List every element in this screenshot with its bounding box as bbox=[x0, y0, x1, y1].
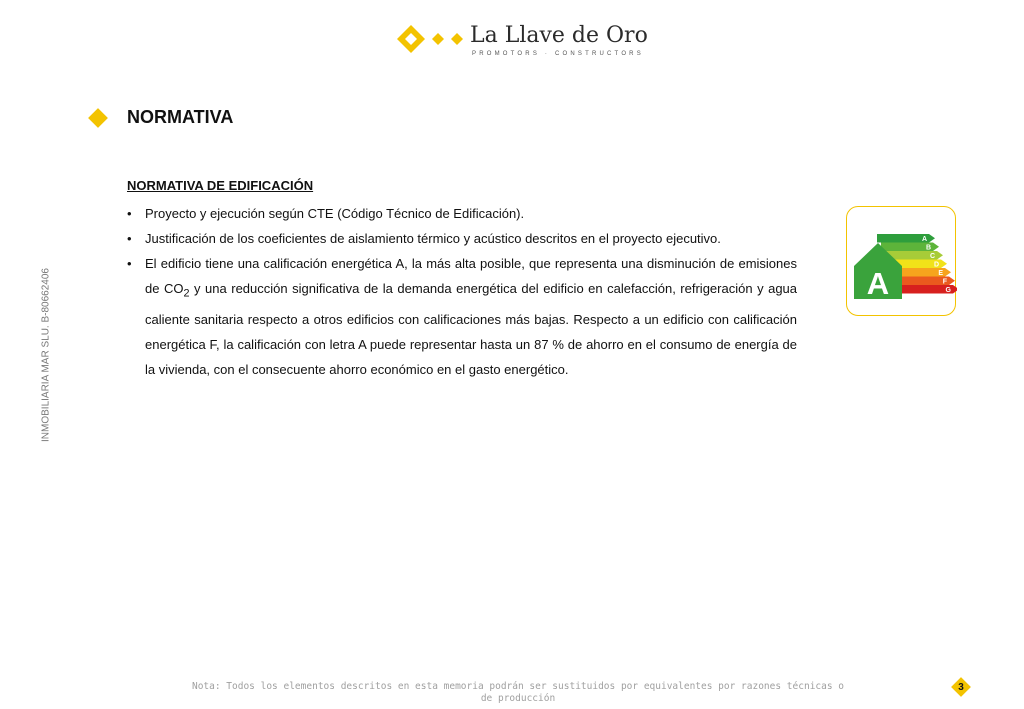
energy-bar-label: G bbox=[945, 287, 951, 294]
energy-bar-label: F bbox=[942, 278, 947, 286]
co2-subscript: 2 bbox=[183, 287, 190, 300]
brand-logo bbox=[396, 20, 648, 60]
energy-bar-label: C bbox=[929, 253, 935, 260]
footer-note-line: de producción bbox=[480, 693, 556, 704]
energy-bar-label: D bbox=[933, 261, 939, 269]
bullet-text: El edificio tiene una calificación energética A, la más alta posible, que representa una disminución de emisiones de CO bbox=[145, 256, 797, 296]
energy-bar-label: E bbox=[938, 270, 943, 277]
brand-diamonds-icon bbox=[396, 24, 468, 54]
rating-letter: A bbox=[866, 266, 890, 301]
footer-note-line: Nota: Todos los elementos descritos en esta memoria podrán ser sustituidos por equivalentes por razones técnicas o bbox=[191, 681, 845, 692]
company-vertical-text: INMOBILIARIA MAR SLU. B-80662406 bbox=[40, 268, 52, 442]
energy-bar-label: A bbox=[921, 236, 927, 243]
energy-bar-label: B bbox=[925, 244, 931, 252]
brand-name: La Llave de Oro bbox=[470, 23, 648, 48]
brand-tagline: PROMOTORS · CONSTRUCTORS bbox=[472, 51, 644, 57]
bullet-text: y una reducción significativa de la demanda energética del edificio en calefacción, refrigeración y agua caliente sanitaria respecto a otros edificios con calificaciones más bajas. Respecto a un edificio con calificación energética F, la calificación con letra A puede representar hasta un 87 % de ahorro en el consumo de energía de la vivienda, con el consecuente ahorro económico en el gasto energético. bbox=[145, 281, 798, 377]
energy-rating-card bbox=[846, 206, 956, 316]
footer-note bbox=[160, 681, 876, 705]
bullet-item: • Justificación de los coeficientes de aislamiento térmico y acústico descritos en el proyecto ejecutivo. bbox=[127, 226, 797, 251]
bullet-list bbox=[127, 201, 797, 382]
section-title: NORMATIVA bbox=[127, 107, 234, 127]
content-block bbox=[127, 178, 797, 382]
page-number: 3 bbox=[958, 682, 964, 693]
energy-rating-icon bbox=[847, 207, 957, 317]
subheading: NORMATIVA DE EDIFICACIÓN bbox=[127, 178, 314, 193]
section-diamond-icon bbox=[88, 108, 108, 128]
bullet-item: • Proyecto y ejecución según CTE (Código Técnico de Edificación). bbox=[127, 201, 797, 226]
bullet-item bbox=[127, 251, 797, 382]
